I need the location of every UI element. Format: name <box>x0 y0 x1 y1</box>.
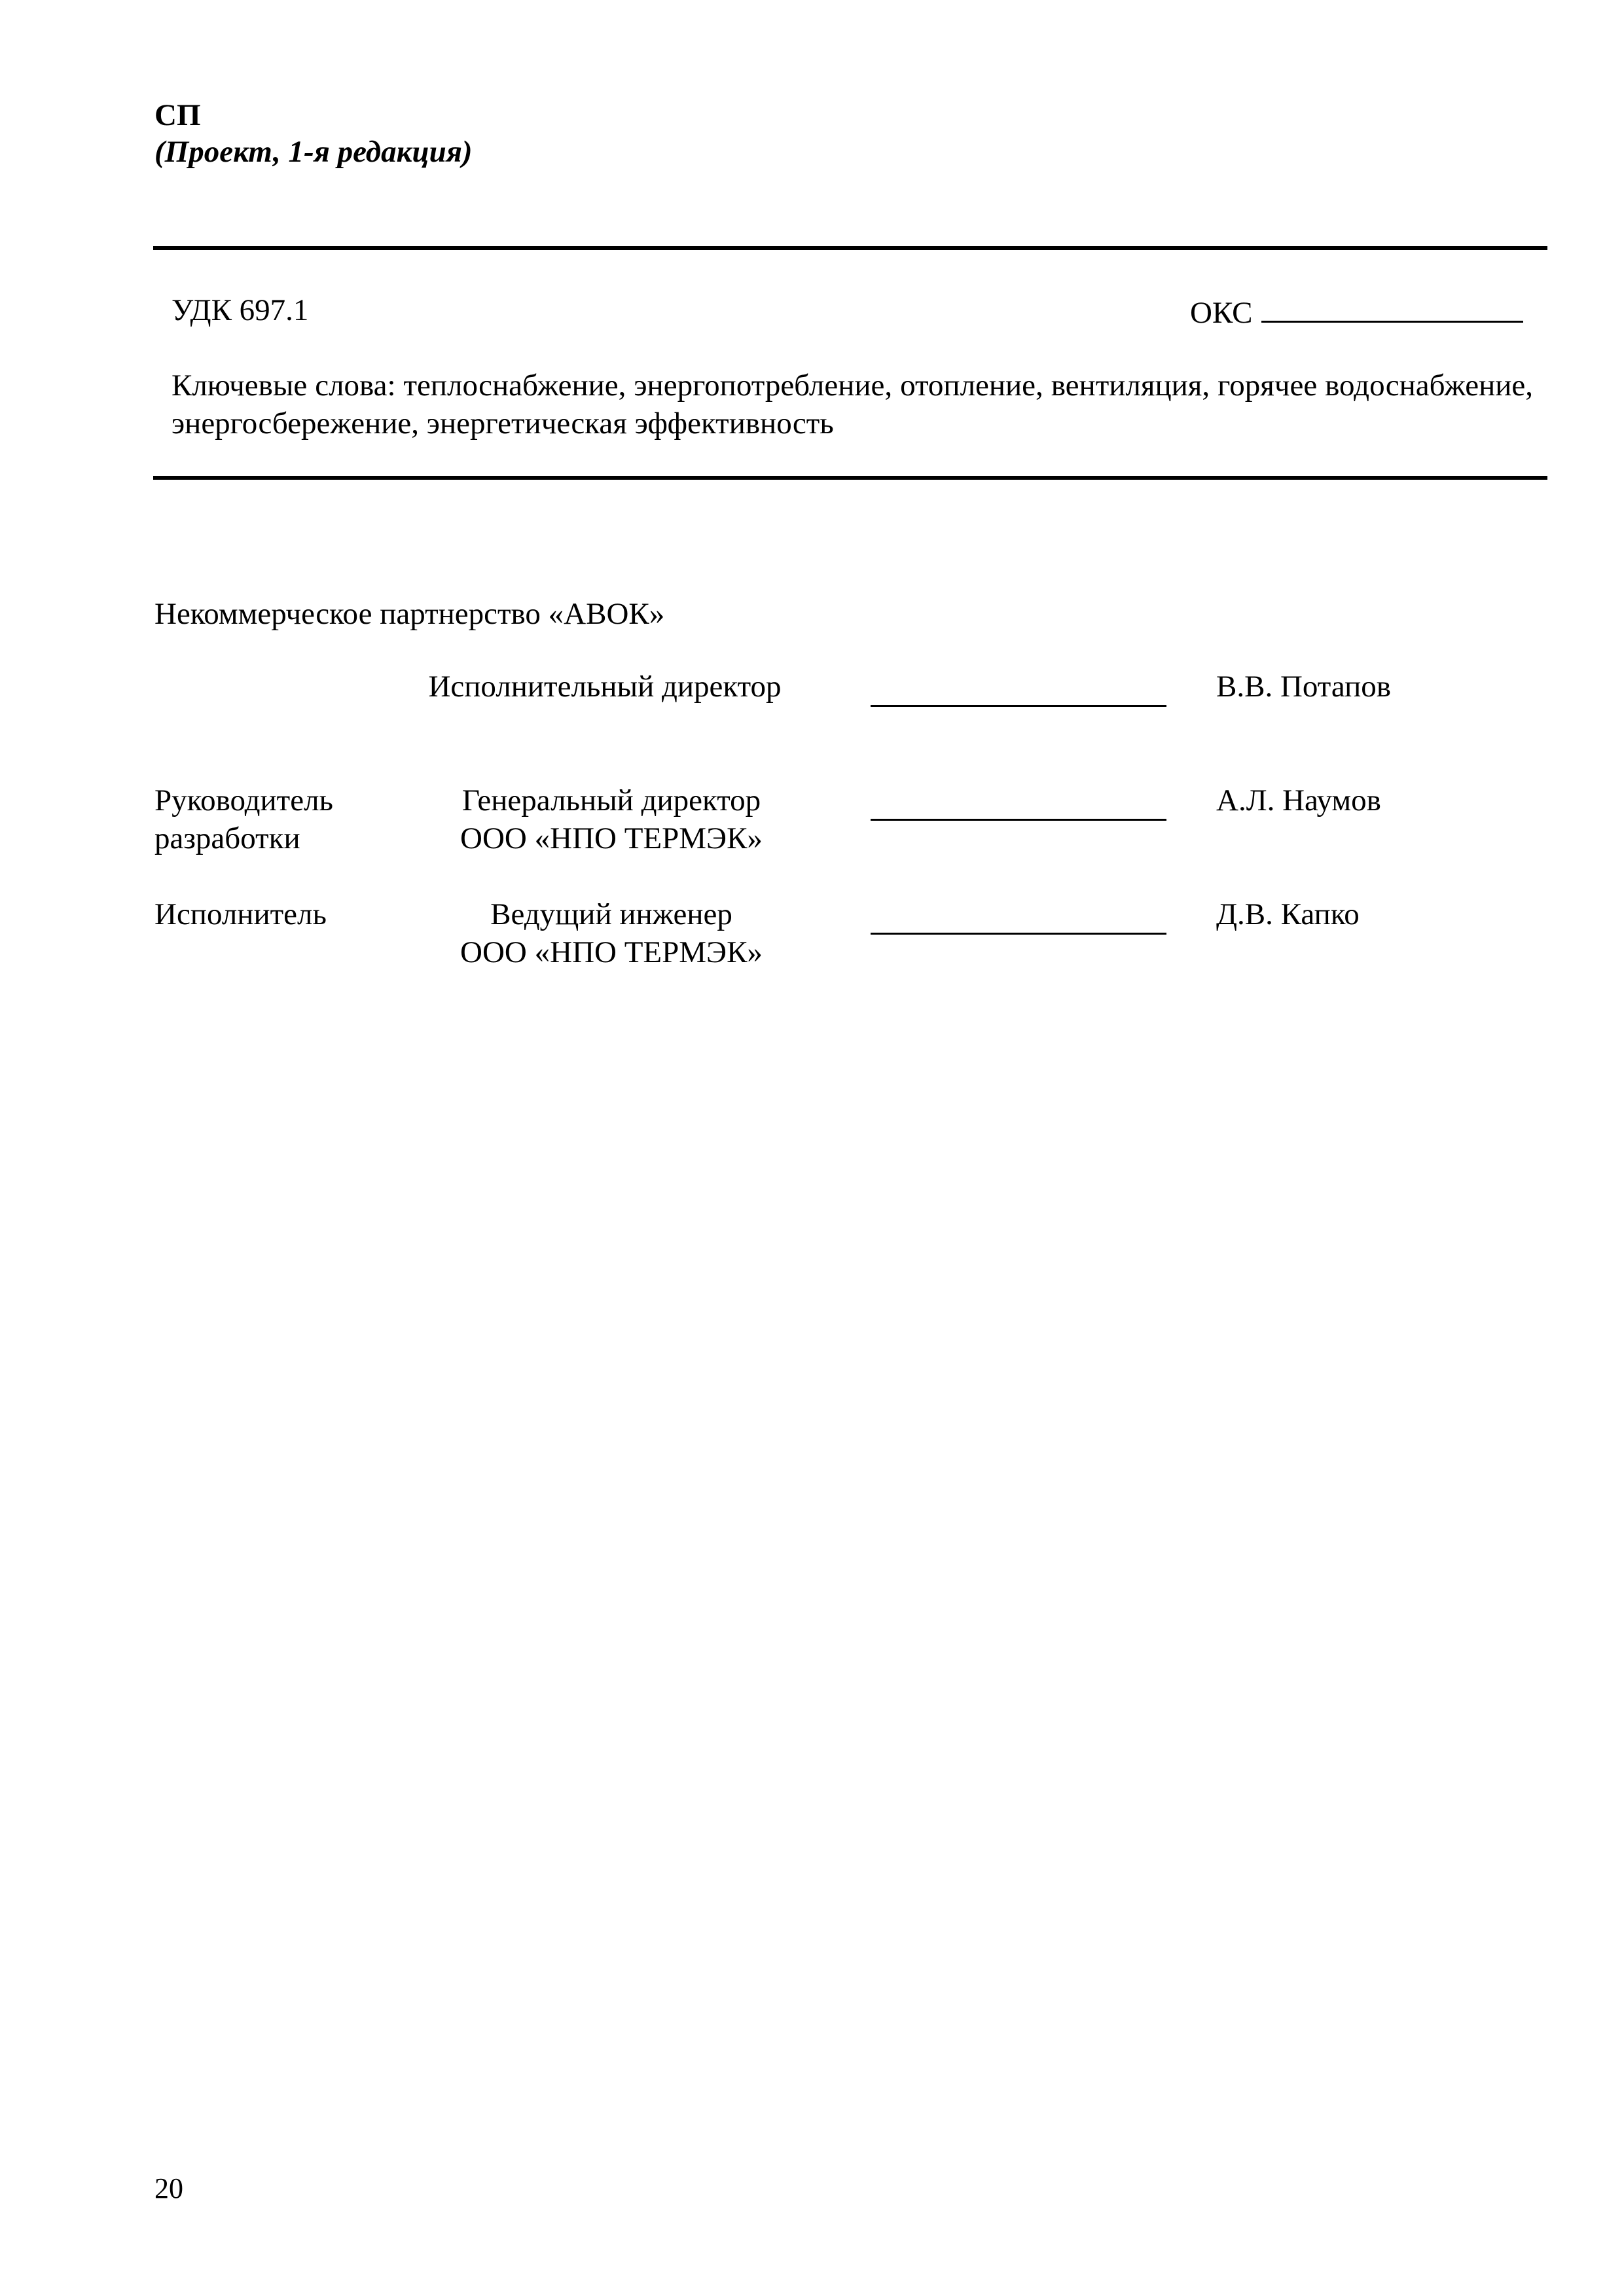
signatory-3-position-line2: ООО «НПО ТЕРМЭК» <box>460 935 763 969</box>
signatory-1-name: В.В. Потапов <box>1216 670 1391 704</box>
signatory-3-position-line1: Ведущий инженер <box>490 897 732 931</box>
top-divider <box>153 246 1547 250</box>
signatory-1-position-line1: Исполнительный директор <box>428 670 782 704</box>
signatory-2-position <box>415 781 808 857</box>
oks-field <box>1190 292 1523 331</box>
signatory-2-role-line2: разработки <box>154 821 300 855</box>
signatory-3-signature-line <box>871 933 1166 935</box>
signatory-3-role-line1: Исполнитель <box>154 897 327 931</box>
oks-label: ОКС <box>1190 296 1253 330</box>
organization-name: Некоммерческое партнерство «АВОК» <box>154 597 665 631</box>
signatory-1-signature-line <box>871 705 1166 707</box>
keywords-paragraph: Ключевые слова: теплоснабжение, энергопотребление, отопление, вентиляция, горячее водоснабжение, энергосбережение, энергетическая эффективность <box>171 368 1533 440</box>
signatory-1-position <box>408 668 801 706</box>
signatory-2-signature-line <box>871 819 1166 821</box>
signatory-3-name: Д.В. Капко <box>1216 897 1360 931</box>
signatory-2-position-line1: Генеральный директор <box>461 783 761 817</box>
signatory-3-position <box>415 895 808 971</box>
signatory-2-role-line1: Руководитель <box>154 783 333 817</box>
signatory-2-name: А.Л. Наумов <box>1216 783 1381 817</box>
bottom-divider <box>153 476 1547 480</box>
signatory-3-role <box>154 895 327 933</box>
udk-code: УДК 697.1 <box>171 293 309 327</box>
signatory-2-role <box>154 781 333 857</box>
document-edition: (Проект, 1-я редакция) <box>154 135 473 169</box>
signatory-2-position-line2: ООО «НПО ТЕРМЭК» <box>460 821 763 855</box>
document-code: СП <box>154 98 201 132</box>
page-number: 20 <box>154 2172 183 2204</box>
oks-blank-line <box>1261 292 1523 323</box>
